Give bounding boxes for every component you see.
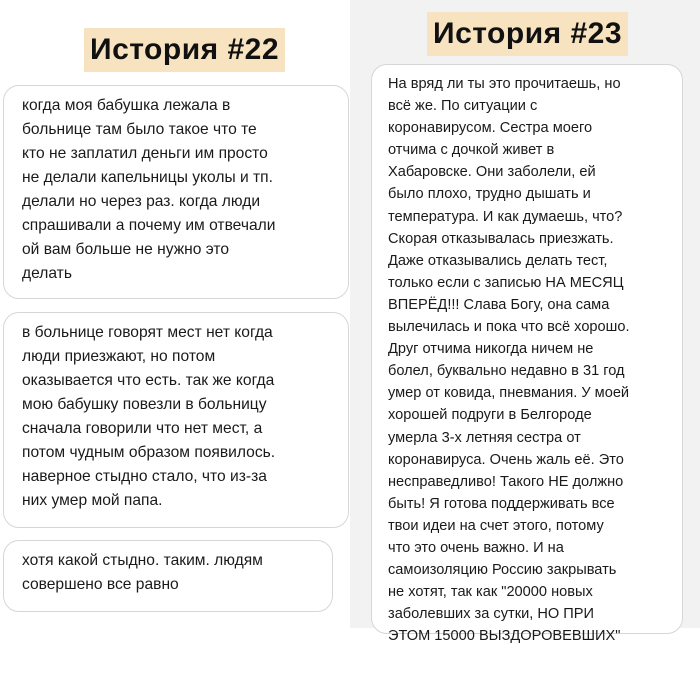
story-22-message-2: в больнице говорят мест нет когда люди приезжают, но потом оказывается что есть. так же когда мою бабушку повезли в больницу сначала говорили что нет мест, а потом чудным образом появилось. наверное стыдно стало, что из-за них умер мой папа.	[3, 312, 349, 528]
story-23-title: История #23	[427, 12, 628, 56]
story-22-message-3: хотя какой стыдно. таким. людям совершено все равно	[3, 540, 333, 612]
story-22-title: История #22	[84, 28, 285, 72]
story-22-message-1: когда моя бабушка лежала в больнице там было такое что те кто не заплатил деньги им просто не делали капельницы уколы и тп. делали но через раз. когда люди спрашивали а почему им отвечали ой вам больше не нужно это делать	[3, 85, 349, 299]
story-23-message: На вряд ли ты это прочитаешь, но всё же. По ситуации с коронавирусом. Сестра моего отчима с дочкой живет в Хабаровске. Они заболели, ей было плохо, трудно дышать и температура. И как думаешь, что? Скорая отказывалась приезжать. Даже отказывались делать тест, только если с записью НА МЕСЯЦ ВПЕРЁД!!! Слава Богу, она сама вылечилась и пока что всё хорошо. Друг отчима никогда ничем не болел, буквально недавно в 31 год умер от ковида, пневмания. У моей хорошей подруги в Белгороде умерла 3-х летняя сестра от коронавируса. Очень жаль её. Это несправедливо! Такого НЕ должно быть! Я готова поддерживать все твои идеи на счет этого, потому что это очень важно. И на самоизоляцию Россию закрывать не хотят, так как "20000 новых заболевших за сутки, НО ПРИ ЭТОМ 15000 ВЫЗДОРОВЕВШИХ"	[371, 64, 683, 634]
